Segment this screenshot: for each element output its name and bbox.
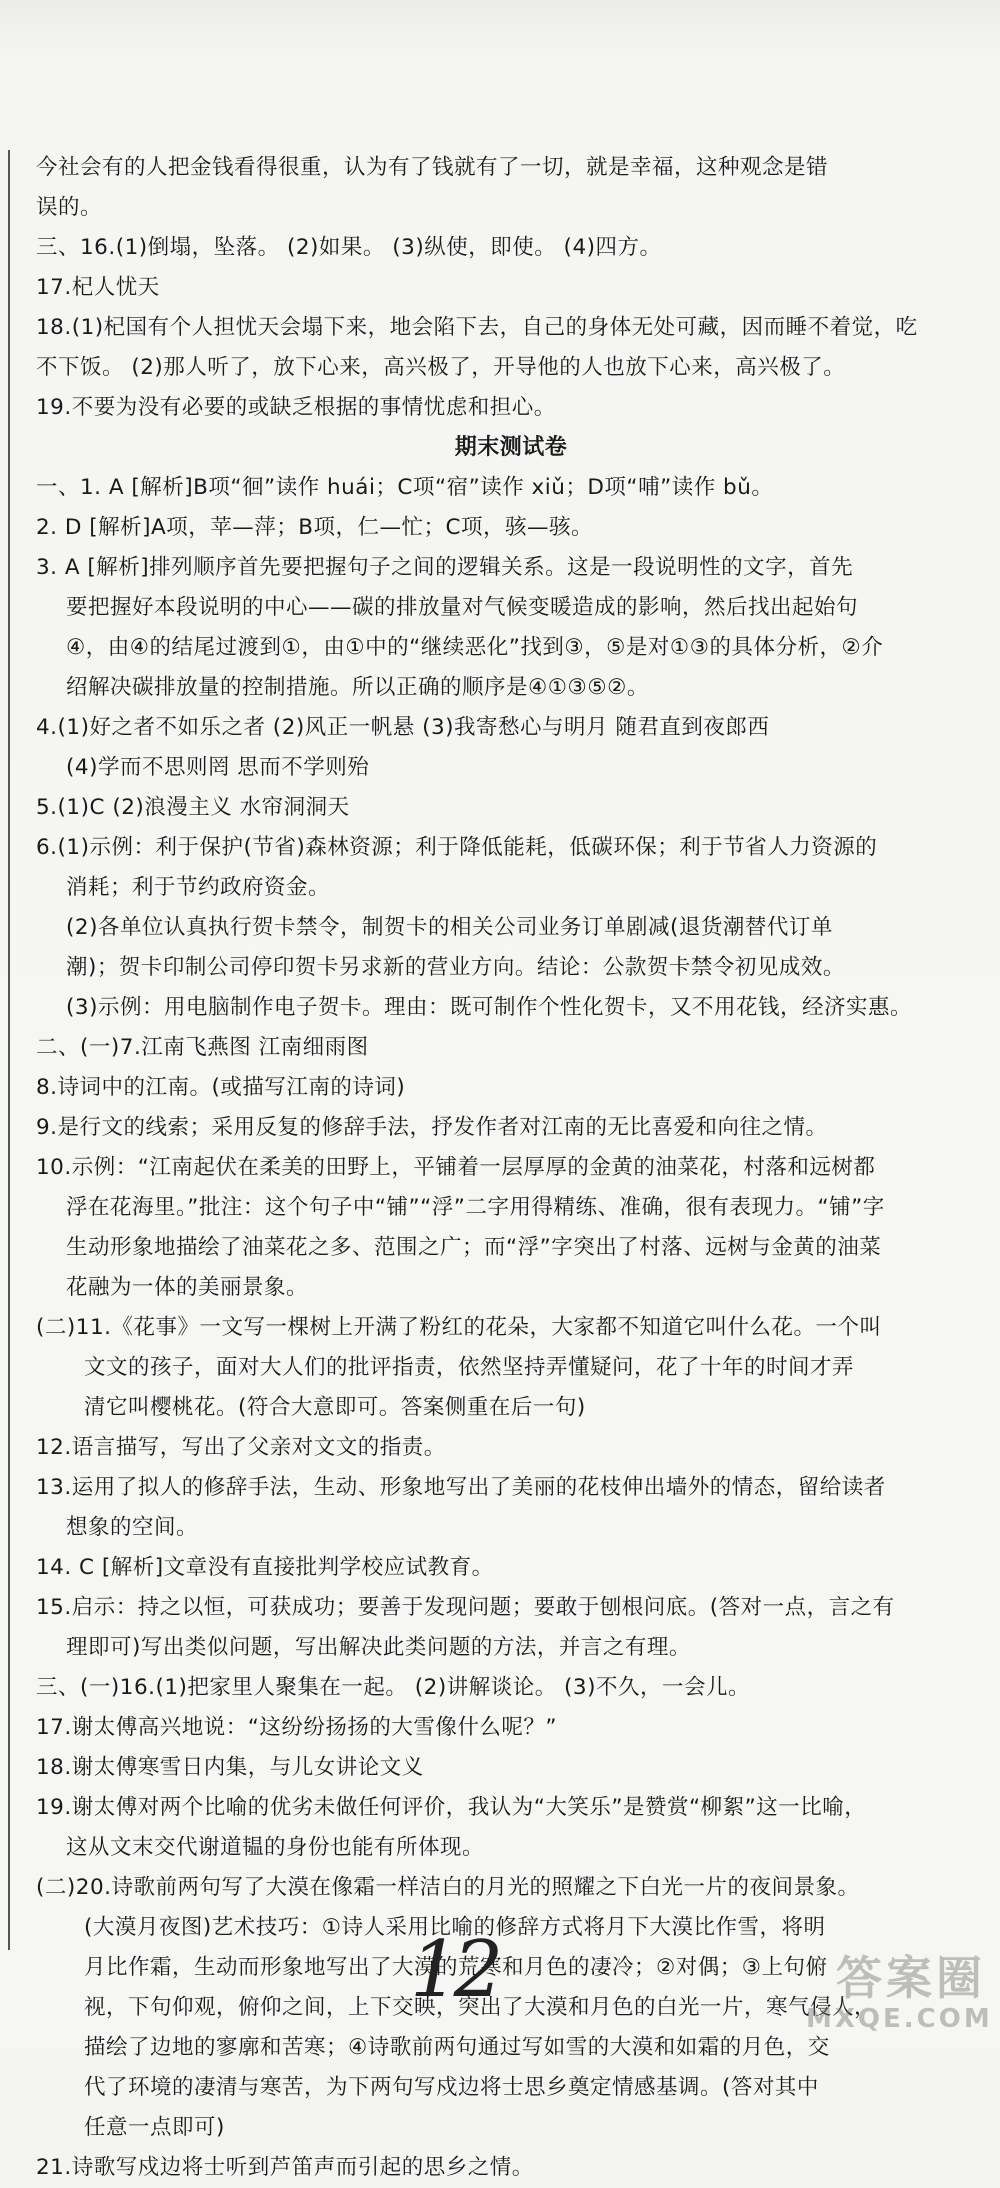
text-line: 这从文末交代谢道韫的身份也能有所体现。 [66, 1835, 485, 1860]
text-line: 17.杞人忧天 [36, 275, 160, 300]
text-line: 15.启示：持之以恒，可获成功；要善于发现问题；要敢于刨根问底。(答对一点，言之有 [36, 1595, 895, 1620]
watermark-domain: MXQE.COM [806, 2004, 993, 2034]
answer-text-block [36, 148, 993, 2188]
text-line: ④，由④的结尾过渡到①，由①中的“继续恶化”找到③，⑤是对①③的具体分析，②介 [66, 635, 884, 660]
text-line: 18.(1)杞国有个人担忧天会塌下来，地会陷下去，自己的身体无处可藏，因而睡不着觉，吃 [36, 315, 918, 340]
text-line: 19.不要为没有必要的或缺乏根据的事情忧虑和担心。 [36, 395, 556, 420]
text-line: 6.(1)示例：利于保护(节省)森林资源；利于降低能耗，低碳环保；利于节省人力资源的 [36, 835, 878, 860]
text-line: 要把握好本段说明的中心——碳的排放量对气候变暖造成的影响，然后找出起始句 [66, 595, 859, 620]
text-line: 13.运用了拟人的修辞手法，生动、形象地写出了美丽的花枝伸出墙外的情态，留给读者 [36, 1475, 886, 1500]
text-line: (大漠月夜图)艺术技巧：①诗人采用比喻的修辞方式将月下大漠比作雪，将明 [84, 1915, 826, 1940]
text-line: 生动形象地描绘了油菜花之多、范围之广；而“浮”字突出了村落、远树与金黄的油菜 [66, 1235, 882, 1260]
text-line: 5.(1)C (2)浪漫主义 水帘洞洞天 [36, 795, 350, 820]
text-line: 10.示例：“江南起伏在柔美的田野上，平铺着一层厚厚的金黄的油菜花，村落和远树都 [36, 1155, 876, 1180]
text-line: 视，下句仰观，俯仰之间，上下交映，突出了大漠和月色的白光一片，寒气侵人， [84, 1995, 877, 2020]
text-line: 14. C [解析]文章没有直接批判学校应试教育。 [36, 1555, 494, 1580]
text-line: 文文的孩子，面对大人们的批评指责，依然坚持弄懂疑问，花了十年的时间才弄 [84, 1355, 855, 1380]
text-line: 19.谢太傅对两个比喻的优劣未做任何评价，我认为“大笑乐”是赞赏“柳絮”这一比喻， [36, 1795, 867, 1820]
text-line: 17.谢太傅高兴地说：“这纷纷扬扬的大雪像什么呢？” [36, 1715, 557, 1740]
text-line: 消耗；利于节约政府资金。 [66, 875, 331, 900]
text-line: (2)各单位认真执行贺卡禁令，制贺卡的相关公司业务订单剧减(退货潮替代订单 [66, 915, 833, 940]
text-line: 9.是行文的线索；采用反复的修辞手法，抒发作者对江南的无比喜爱和向往之情。 [36, 1115, 828, 1140]
text-line: 三、16.(1)倒塌，坠落。 (2)如果。 (3)纵使，即使。 (4)四方。 [36, 235, 662, 260]
text-line: (3)示例：用电脑制作电子贺卡。理由：既可制作个性化贺卡，又不用花钱，经济实惠。 [66, 995, 912, 1020]
text-line: 不下饭。 (2)那人听了，放下心来，高兴极了，开导他的人也放下心来，高兴极了。 [36, 355, 846, 380]
text-line: 想象的空间。 [66, 1515, 199, 1540]
text-line: 三、(一)16.(1)把家里人聚集在一起。 (2)讲解谈论。 (3)不久，一会儿。 [36, 1675, 751, 1700]
text-line: 清它叫樱桃花。(符合大意即可。答案侧重在后一句) [84, 1395, 586, 1420]
section-title: 期末测试卷 [454, 435, 568, 460]
site-watermark [806, 1951, 993, 2042]
text-line: 2. D [解析]A项，苹—萍；B项，仁—忙；C项，骇—骇。 [36, 515, 593, 540]
text-line: 代了环境的凄清与寒苦，为下两句写戍边将士思乡奠定情感基调。(答对其中 [84, 2075, 819, 2100]
text-line: 12.语言描写，写出了父亲对文文的指责。 [36, 1435, 446, 1460]
text-line: 21.诗歌写戍边将士听到芦笛声而引起的思乡之情。 [36, 2155, 534, 2180]
text-line: 18.谢太傅寒雪日内集，与儿女讲论文义 [36, 1755, 424, 1780]
watermark-logo-text: 答案圈 [836, 1951, 986, 2005]
text-line: 月比作霜，生动而形象地写出了大漠的荒寒和月色的凄冷；②对偶；③上句俯 [84, 1955, 828, 1980]
text-line: 今社会有的人把金钱看得很重，认为有了钱就有了一切，就是幸福，这种观念是错 [36, 155, 829, 180]
text-line: 一、1. A [解析]B项“徊”读作 huái；C项“宿”读作 xiǔ；D项“哺”读作 bǔ。 [36, 475, 774, 500]
text-line: 描绘了边地的寥廓和苦寒；④诗歌前两句通过写如雪的大漠和如霜的月色，交 [84, 2035, 830, 2060]
text-line: 花融为一体的美丽景象。 [66, 1275, 309, 1300]
text-line: (4)学而不思则罔 思而不学则殆 [66, 755, 370, 780]
text-line: 理即可)写出类似问题，写出解决此类问题的方法，并言之有理。 [66, 1635, 691, 1660]
text-line: 8.诗词中的江南。(或描写江南的诗词) [36, 1075, 406, 1100]
handwritten-page-number: 12 [410, 1925, 498, 2015]
text-line: 误的。 [36, 195, 103, 220]
text-line: 浮在花海里。”批注：这个句子中“铺”“浮”二字用得精练、准确，很有表现力。“铺”字 [66, 1195, 885, 1220]
text-line: 潮)；贺卡印制公司停印贺卡另求新的营业方向。结论：公款贺卡禁令初见成效。 [66, 955, 845, 980]
left-margin-rule [8, 150, 10, 1950]
text-line: 二、(一)7.江南飞燕图 江南细雨图 [36, 1035, 369, 1060]
text-line: 3. A [解析]排列顺序首先要把握句子之间的逻辑关系。这是一段说明性的文字，首先 [36, 555, 854, 580]
text-line: 任意一点即可) [84, 2115, 225, 2140]
text-line: 4.(1)好之者不如乐之者 (2)风正一帆悬 (3)我寄愁心与明月 随君直到夜郎西 [36, 715, 770, 740]
text-line: (二)11.《花事》一文写一棵树上开满了粉红的花朵，大家都不知道它叫什么花。一个叫 [36, 1315, 882, 1340]
text-line: 绍解决碳排放量的控制措施。所以正确的顺序是④①③⑤②。 [66, 675, 649, 700]
text-line: (二)20.诗歌前两句写了大漠在像霜一样洁白的月光的照耀之下白光一片的夜间景象。 [36, 1875, 860, 1900]
